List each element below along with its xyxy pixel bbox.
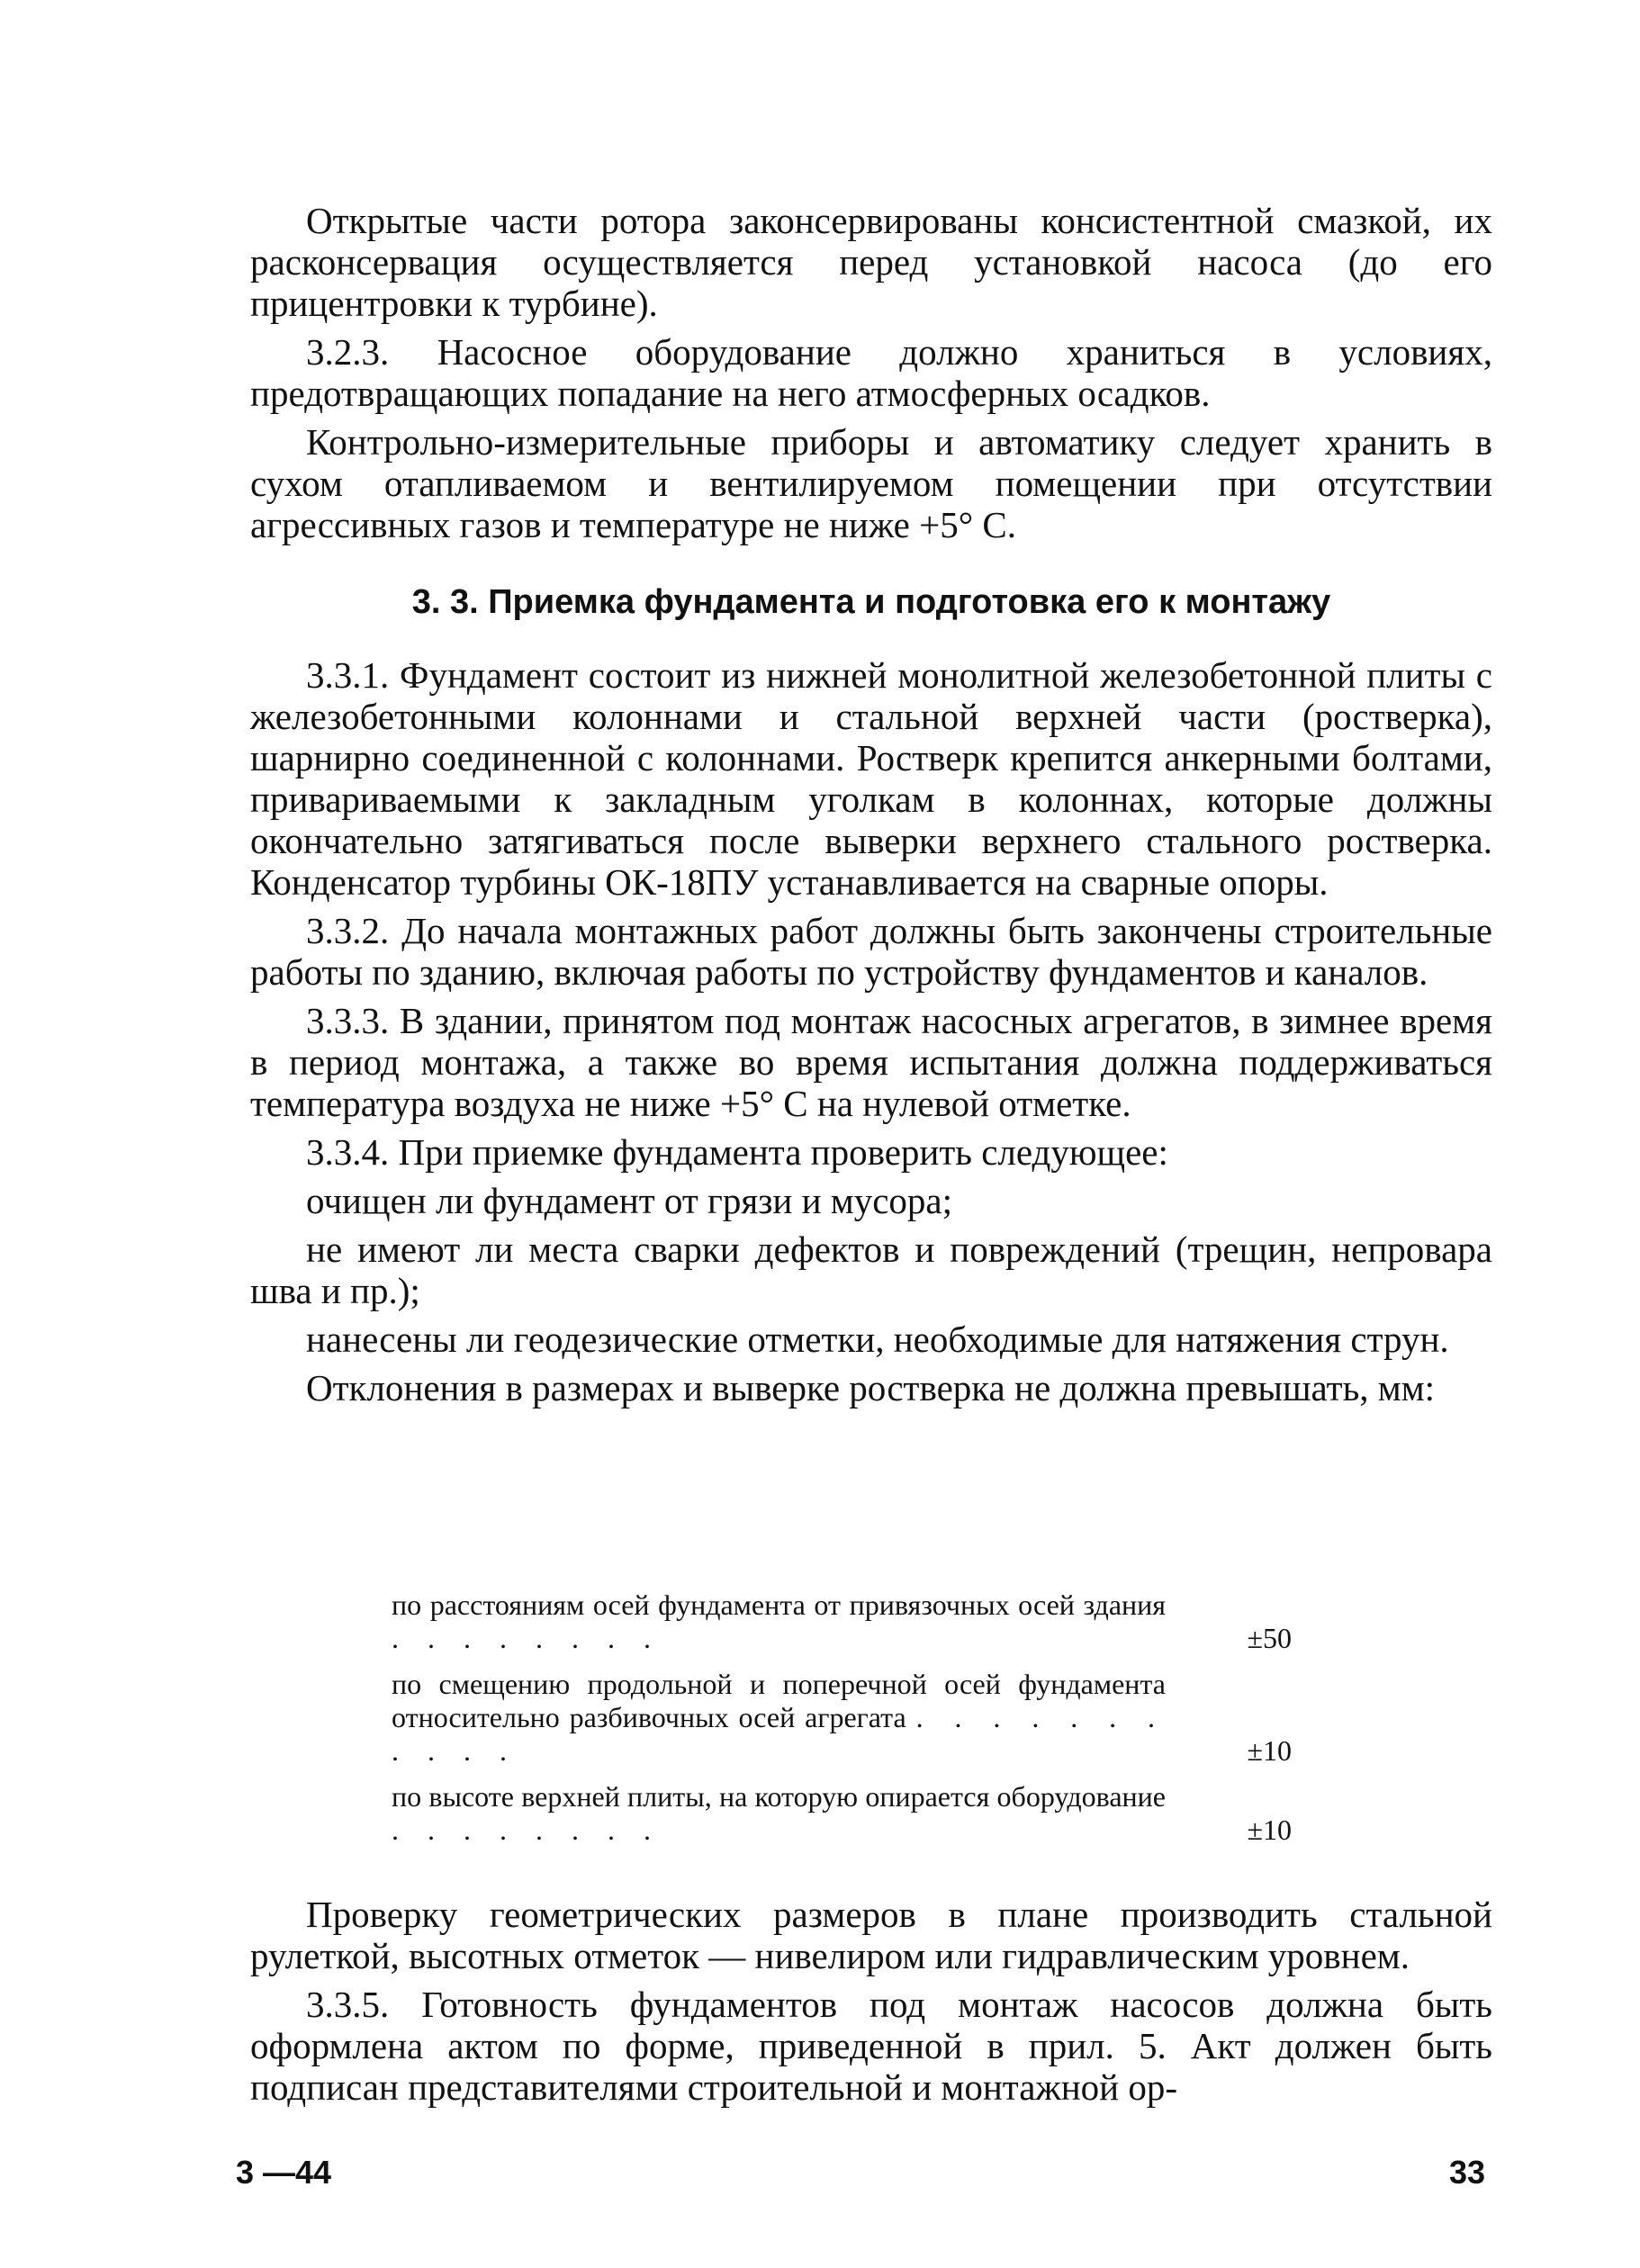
tolerance-description: по смещению продольной и поперечной осей фундамента относительно разбивочных осей агрегата . . . . . . . . . . . <box>392 1668 1167 1767</box>
check-item-cleanliness: очищен ли фундамент от грязи и мусора; <box>306 1180 953 1221</box>
paragraph-3-3-1: 3.3.1. Фундамент состоит из нижней монолитной железобетонной плиты с железобетонными колоннами и стальной верхней части (ростверка), шарнирно соединенной с колоннами. Ростверк крепится анкерными болтами, привариваемыми к закладным уголкам в колоннах, которые должны окончательно затягиваться после выверки верхнего стального ростверка. Конденсатор турбины ОК-18ПУ устанавливается на сварные опоры. <box>250 654 1492 903</box>
tolerance-description: по расстояниям осей фундамента от привязочных осей здания . . . . . . . . <box>392 1588 1166 1654</box>
check-item-welding: не имеют ли места сварки дефектов и повреждений (трещин, непровара шва и пр.); <box>250 1228 1492 1311</box>
tolerance-row <box>392 1588 1292 1655</box>
paragraph-rotor-preservation: Открытые части ротора законсервированы консистентной смазкой, их расконсервация осуществляется перед установкой насоса (до его прицентровки к турбине). <box>250 200 1492 324</box>
tolerance-description: по высоте верхней плиты, на которую опирается оборудование . . . . . . . . <box>392 1780 1166 1846</box>
paragraph-deviations-intro: Отклонения в размерах и выверке ростверка не должна превышать, мм: <box>306 1367 1436 1408</box>
paragraph-3-2-3: 3.2.3. Насосное оборудование должно храниться в условиях, предотвращающих попадание на него атмосферных осадков. <box>250 331 1492 414</box>
leader-dots: . . . . . . . . <box>392 1814 662 1846</box>
section-heading: 3. 3. Приемка фундамента и подготовка его к монтажу <box>411 583 1331 621</box>
top-text-block <box>250 200 1492 553</box>
paragraph-geometry-check: Проверку геометрических размеров в плане производить стальной рулеткой, высотных отметок — нивелиром или гидравлическим уровнем. <box>250 1894 1492 1976</box>
paragraph-3-3-2: 3.3.2. До начала монтажных работ должны быть закончены строительные работы по зданию, включая работы по устройству фундаментов и каналов. <box>250 910 1492 993</box>
paragraph-instruments-storage: Контрольно-измерительные приборы и автоматику следует хранить в сухом отапливаемом и вентилируемом помещении при отсутствии агрессивных газов и температуре не ниже +5° С. <box>250 421 1492 545</box>
check-item-geodetic: нанесены ли геодезические отметки, необходимые для натяжения струн. <box>306 1318 1449 1360</box>
leader-dots: . . . . . . . . <box>392 1622 662 1654</box>
paragraph-3-3-4: 3.3.4. При приемке фундамента проверить следующее: <box>306 1131 1168 1173</box>
printer-signature: 3 —44 <box>236 2154 332 2191</box>
tolerance-value: ±10 <box>1247 1734 1292 1767</box>
tolerance-row <box>392 1780 1292 1847</box>
tolerance-value: ±10 <box>1247 1814 1292 1846</box>
page-number: 33 <box>1448 2154 1485 2191</box>
main-text-block <box>250 654 1492 1416</box>
leader-dots: . . . . . . . . . . . <box>392 1701 1167 1767</box>
tolerance-row <box>392 1668 1292 1768</box>
tolerance-table <box>392 1588 1292 1859</box>
paragraph-3-3-5: 3.3.5. Готовность фундаментов под монтаж насосов должна быть оформлена актом по форме, приведенной в прил. 5. Акт должен быть подписан представителями строительной и монтажной ор- <box>250 1984 1492 2108</box>
bottom-text-block <box>250 1894 1492 2115</box>
paragraph-3-3-3: 3.3.3. В здании, принятом под монтаж насосных агрегатов, в зимнее время в период монтажа, а также во время испытания должна поддерживаться температура воздуха не ниже +5° С на нулевой отметке. <box>250 1000 1492 1124</box>
tolerance-value: ±50 <box>1247 1622 1292 1654</box>
